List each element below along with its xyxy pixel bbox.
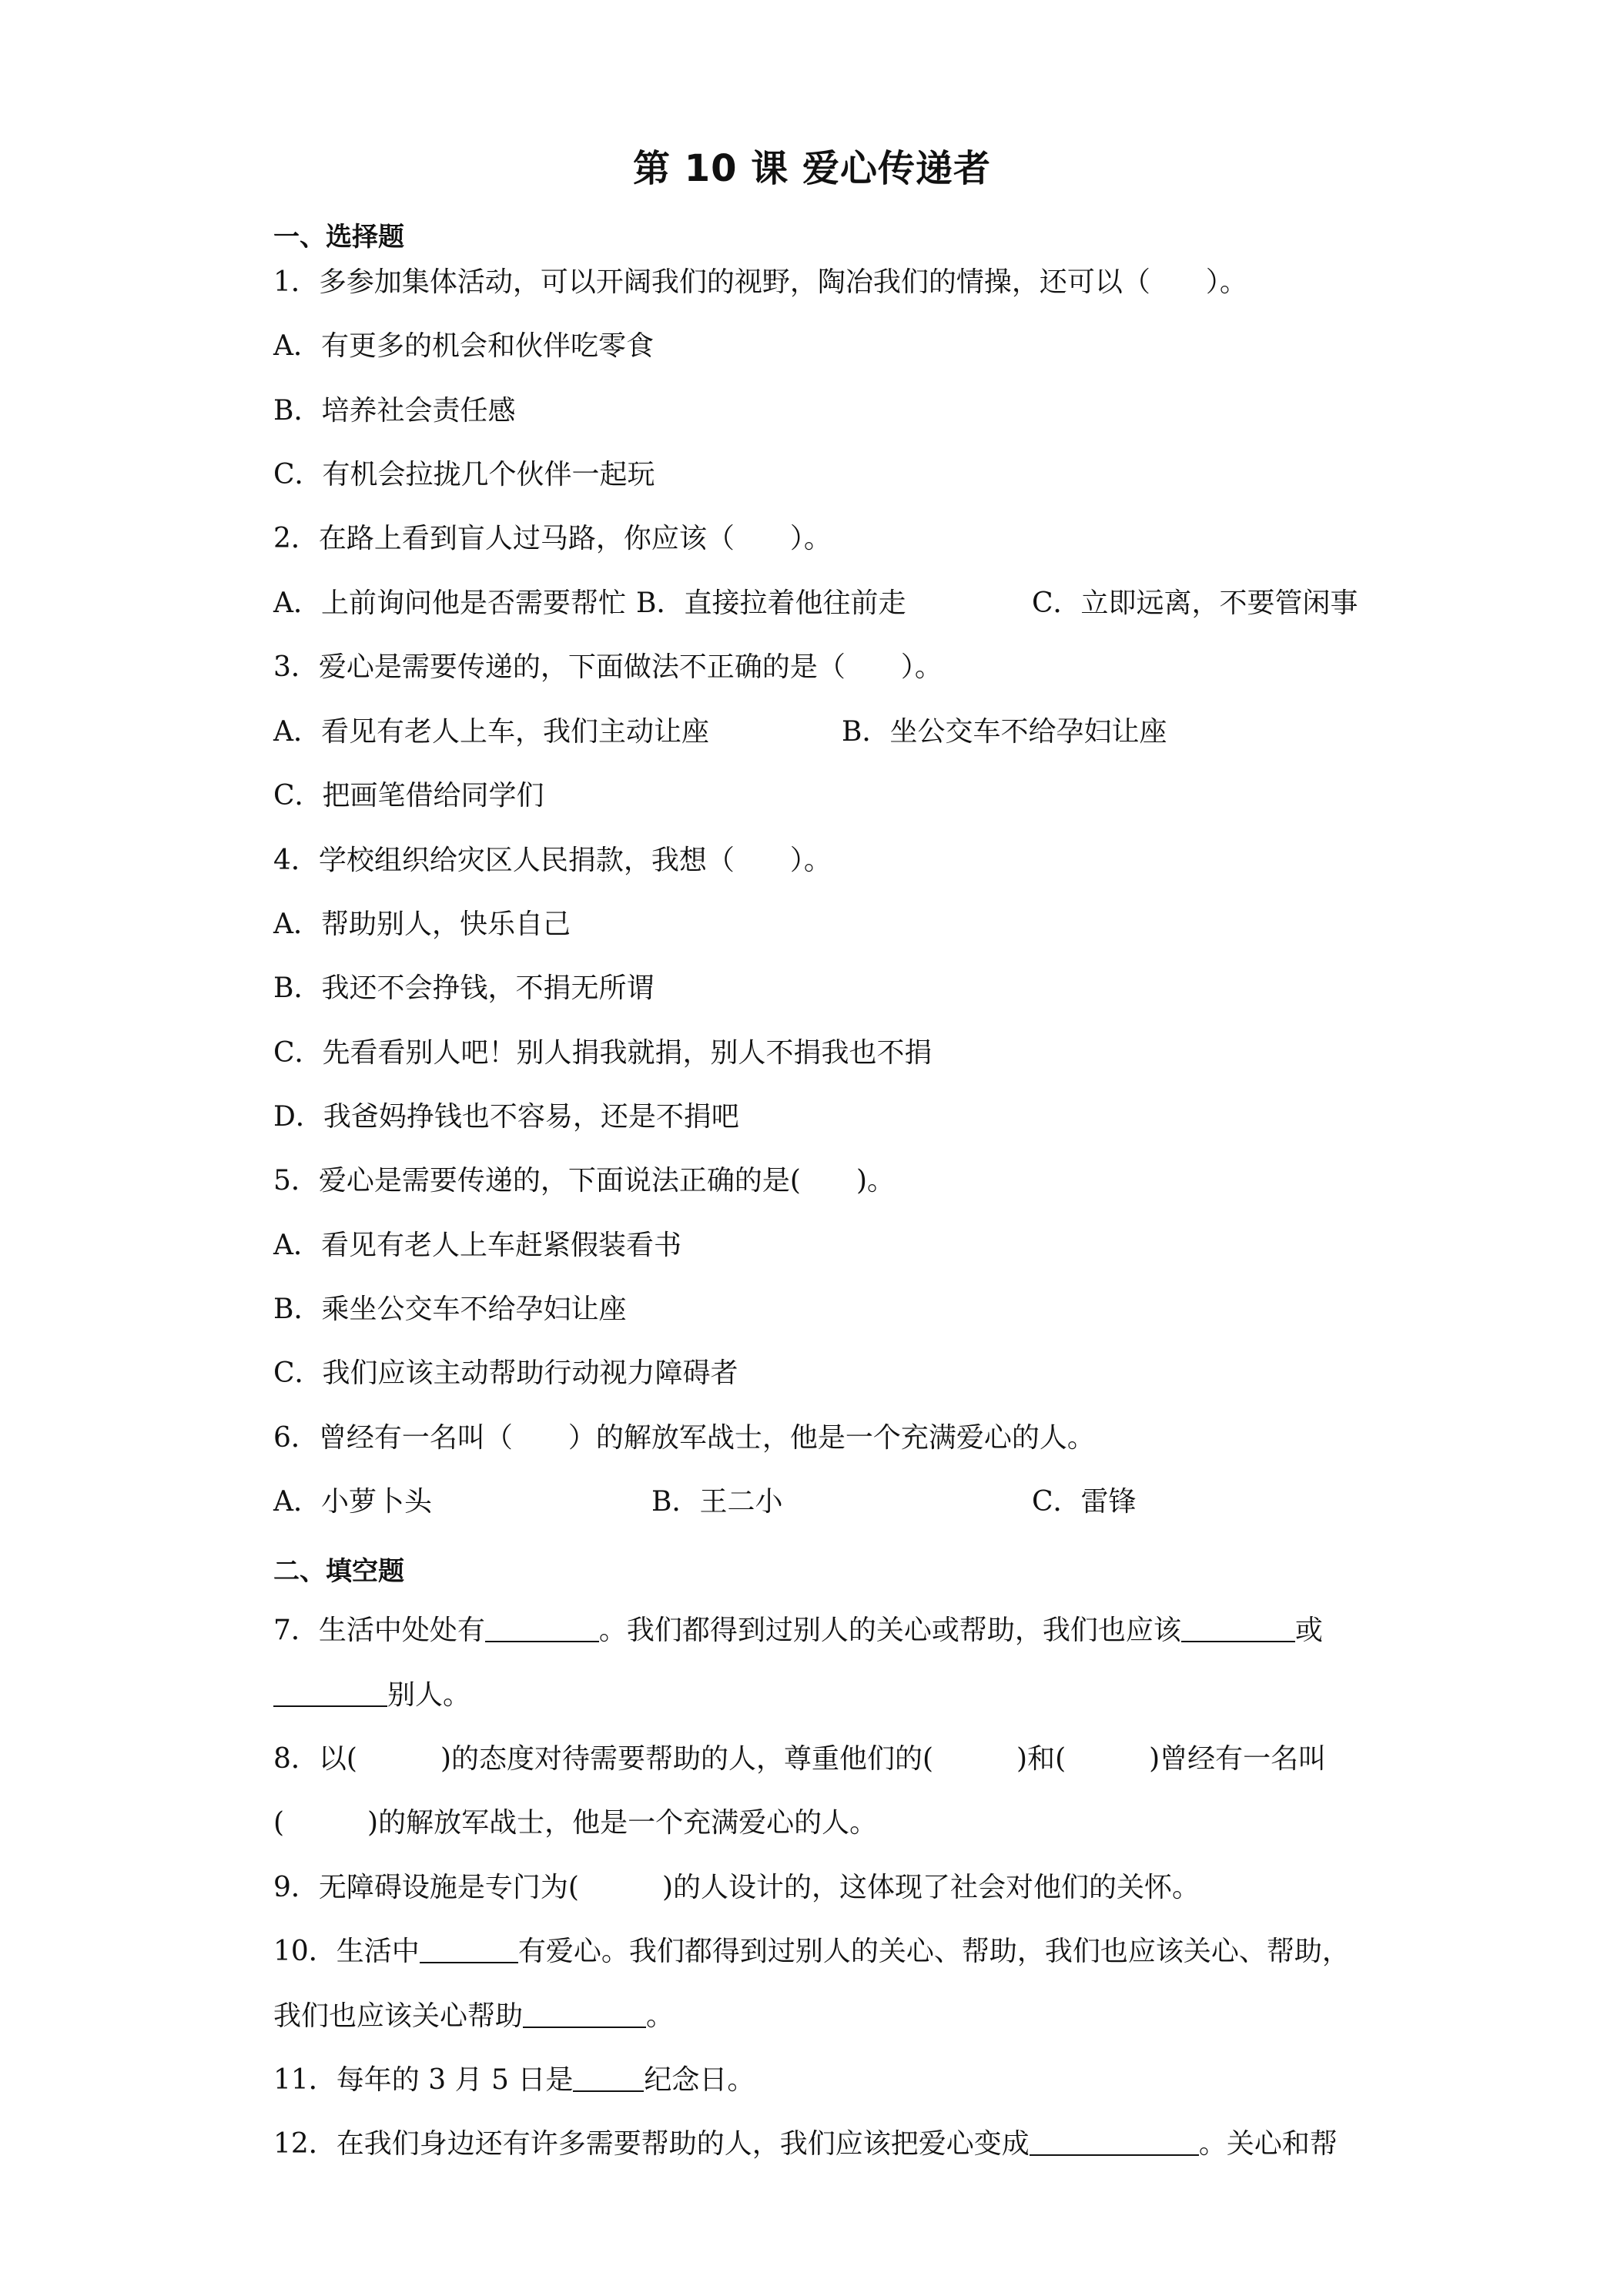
question-9-line-1: 9．无障碍设施是专门为( )的人设计的，这体现了社会对他们的关怀。	[273, 1872, 1200, 1903]
question-4-option-c: C．先看看别人吧！别人捐我就捐，别人不捐我也不捐	[273, 1037, 933, 1069]
question-7-line-1	[273, 1614, 1323, 1648]
question-6-option-a: A．小萝卜头	[273, 1486, 432, 1518]
question-1-option-b: B．培养社会责任感	[273, 395, 516, 427]
question-1-option-a: A．有更多的机会和伙伴吃零食	[273, 330, 654, 362]
question-8-line-2: ( )的解放军战士，他是一个充满爱心的人。	[273, 1807, 878, 1839]
answer-blank[interactable]	[1181, 1615, 1295, 1642]
question-12-text-2: 。关心和帮	[1198, 2128, 1338, 2160]
question-12-line-1	[273, 2127, 1338, 2161]
question-3-stem: 3．爱心是需要传递的，下面做法不正确的是（ ）。	[273, 651, 943, 683]
question-7-text-4: 别人。	[387, 1679, 471, 1711]
page-title: 第 10 课 爱心传递者	[633, 147, 991, 190]
section-heading-choice: 一、选择题	[273, 222, 404, 253]
question-5-stem: 5．爱心是需要传递的，下面说法正确的是( )。	[273, 1165, 895, 1197]
question-10-text-3: 我们也应该关心帮助	[273, 2000, 524, 2032]
question-7-text-3: 或	[1294, 1615, 1323, 1646]
question-4-option-a: A．帮助别人，快乐自己	[273, 909, 571, 940]
question-4-option-d: D．我爸妈挣钱也不容易，还是不捐吧	[273, 1101, 739, 1133]
question-10-line-1	[273, 1935, 1350, 1969]
question-3-option-a: A．看见有老人上车，我们主动让座	[273, 716, 709, 748]
question-6-option-b: B．王二小	[651, 1486, 783, 1518]
answer-blank[interactable]	[573, 2064, 644, 2092]
question-10-text-4: 。	[646, 2000, 675, 2032]
question-6-stem: 6．曾经有一名叫（ ）的解放军战士，他是一个充满爱心的人。	[273, 1422, 1095, 1454]
question-3-option-b: B．坐公交车不给孕妇让座	[842, 716, 1167, 748]
question-11-text-2: 纪念日。	[644, 2064, 755, 2096]
section-heading-fill: 二、填空题	[273, 1556, 404, 1587]
question-11-line-1	[273, 2063, 755, 2097]
question-5-option-a: A．看见有老人上车赶紧假装看书	[273, 1230, 681, 1261]
question-8-line-1: 8．以( )的态度对待需要帮助的人，尊重他们的( )和( )曾经有一名叫	[273, 1743, 1327, 1775]
question-7-text-2: 。我们都得到过别人的关心或帮助，我们也应该	[598, 1615, 1181, 1646]
question-10-line-2	[273, 2000, 674, 2033]
question-7-text-1: 7．生活中处处有	[273, 1615, 485, 1646]
question-11-text-1: 11．每年的 3 月 5 日是	[273, 2064, 574, 2096]
question-10-text-2: 有爱心。我们都得到过别人的关心、帮助，我们也应该关心、帮助，	[517, 1936, 1350, 1967]
question-2-option-a: A．上前询问他是否需要帮忙	[273, 587, 626, 619]
question-4-stem: 4．学校组织给灾区人民捐款，我想（ ）。	[273, 845, 832, 876]
answer-blank[interactable]	[485, 1615, 599, 1642]
question-5-option-b: B．乘坐公交车不给孕妇让座	[273, 1294, 627, 1325]
question-6-option-c: C．雷锋	[1032, 1486, 1137, 1518]
question-7-line-2	[273, 1678, 470, 1712]
answer-blank[interactable]	[523, 2000, 646, 2028]
question-2-option-c: C．立即远离，不要管闲事	[1032, 587, 1358, 619]
question-2-stem: 2．在路上看到盲人过马路，你应该（ ）。	[273, 523, 832, 554]
question-4-option-b: B．我还不会挣钱，不捐无所谓	[273, 972, 655, 1004]
answer-blank[interactable]	[420, 1936, 518, 1963]
question-2-option-b: B．直接拉着他往前走	[636, 587, 906, 619]
question-1-stem: 1．多参加集体活动，可以开阔我们的视野，陶冶我们的情操，还可以（ ）。	[273, 266, 1247, 298]
question-1-option-c: C．有机会拉拢几个伙伴一起玩	[273, 459, 655, 490]
question-3-option-c: C．把画笔借给同学们	[273, 780, 544, 812]
question-5-option-c: C．我们应该主动帮助行动视力障碍者	[273, 1357, 738, 1389]
question-12-text-1: 12．在我们身边还有许多需要帮助的人，我们应该把爱心变成	[273, 2128, 1030, 2160]
answer-blank[interactable]	[273, 1679, 387, 1707]
answer-blank[interactable]	[1030, 2128, 1199, 2156]
question-10-text-1: 10．生活中	[273, 1936, 420, 1967]
